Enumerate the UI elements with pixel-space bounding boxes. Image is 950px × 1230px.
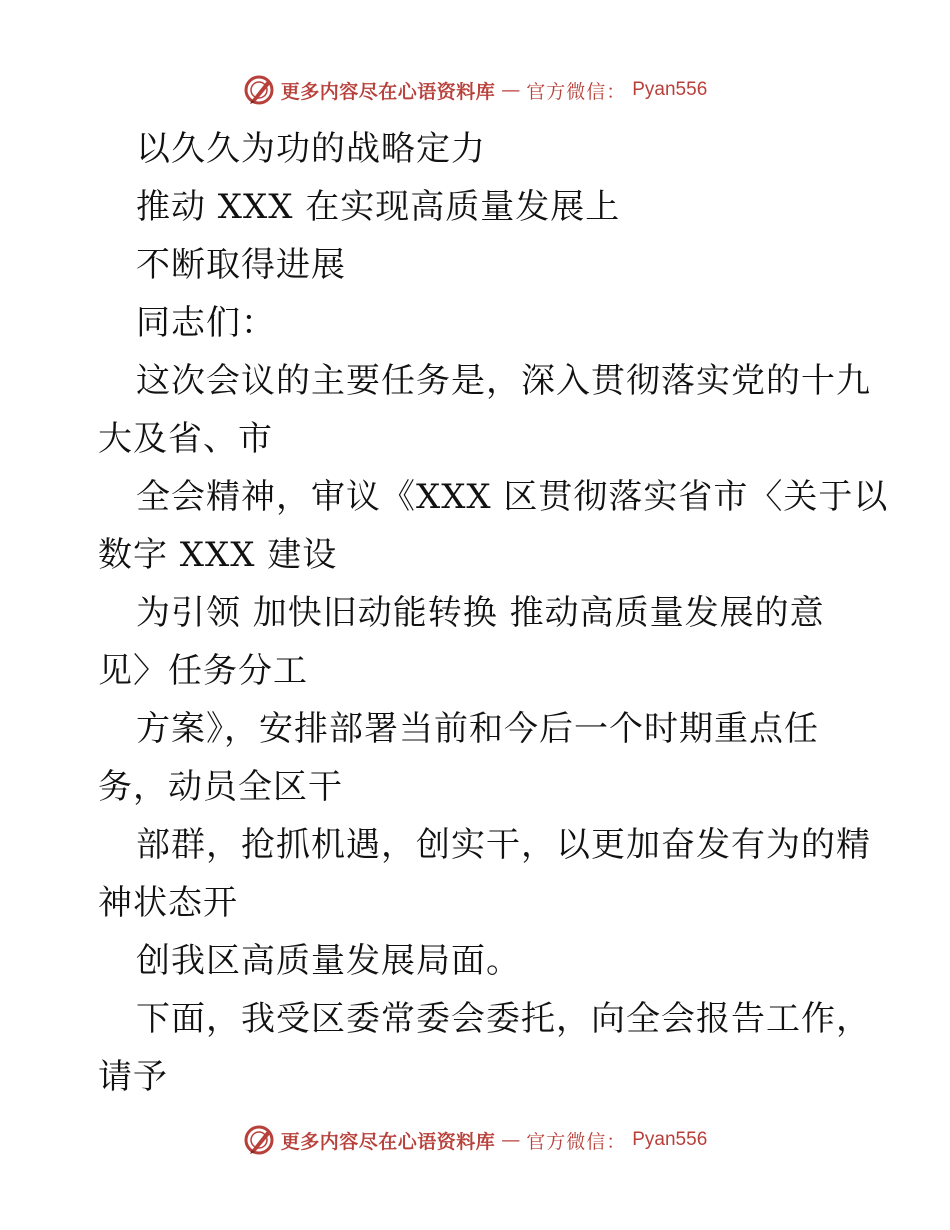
text-line: 务，动员全区干 (98, 767, 343, 807)
text-line: 神状态开 (98, 883, 238, 923)
text-line: 方案》，安排部署当前和今后一个时期重点任 (136, 709, 819, 749)
text-line: 全会精神，审议《XXX 区贯彻落实省市〈关于以 (136, 477, 889, 517)
text-line: 创我区高质量发展局面。 (136, 941, 521, 981)
text-line: 大及省、市 (98, 419, 273, 459)
footer-banner (0, 1120, 950, 1160)
text-line: 推动 XXX 在实现高质量发展上 (136, 187, 621, 227)
text-line: 见〉任务分工 (98, 651, 308, 691)
text-line: 以久久为功的战略定力 (136, 129, 486, 169)
banner-dash: — (501, 1129, 521, 1151)
banner-wechat-label: 官方微信： (526, 80, 627, 103)
header-banner (0, 70, 950, 110)
text-line: 数字 XXX 建设 (98, 535, 338, 575)
banner-content (243, 1124, 708, 1156)
banner-wechat-label: 官方微信： (526, 1130, 627, 1153)
banner-wechat-id: Pyan556 (632, 79, 708, 100)
text-line: 不断取得进展 (136, 245, 346, 285)
text-line: 这次会议的主要任务是，深入贯彻落实党的十九 (136, 361, 871, 401)
banner-content (243, 74, 708, 106)
pen-logo-icon (243, 74, 275, 106)
banner-dash: — (501, 79, 521, 101)
document-body (98, 120, 889, 1106)
pen-logo-icon (243, 1124, 275, 1156)
text-line: 部群，抢抓机遇，创实干，以更加奋发有为的精 (136, 825, 871, 865)
text-line: 为引领 加快旧动能转换 推动高质量发展的意 (136, 593, 825, 633)
banner-wechat-id: Pyan556 (632, 1129, 708, 1150)
banner-main-text: 更多内容尽在心语资料库 (280, 80, 496, 103)
text-line: 下面，我受区委常委会委托，向全会报告工作， (136, 999, 871, 1039)
text-line: 请予 (98, 1057, 168, 1097)
banner-main-text: 更多内容尽在心语资料库 (280, 1130, 496, 1153)
text-line: 同志们： (136, 303, 276, 343)
